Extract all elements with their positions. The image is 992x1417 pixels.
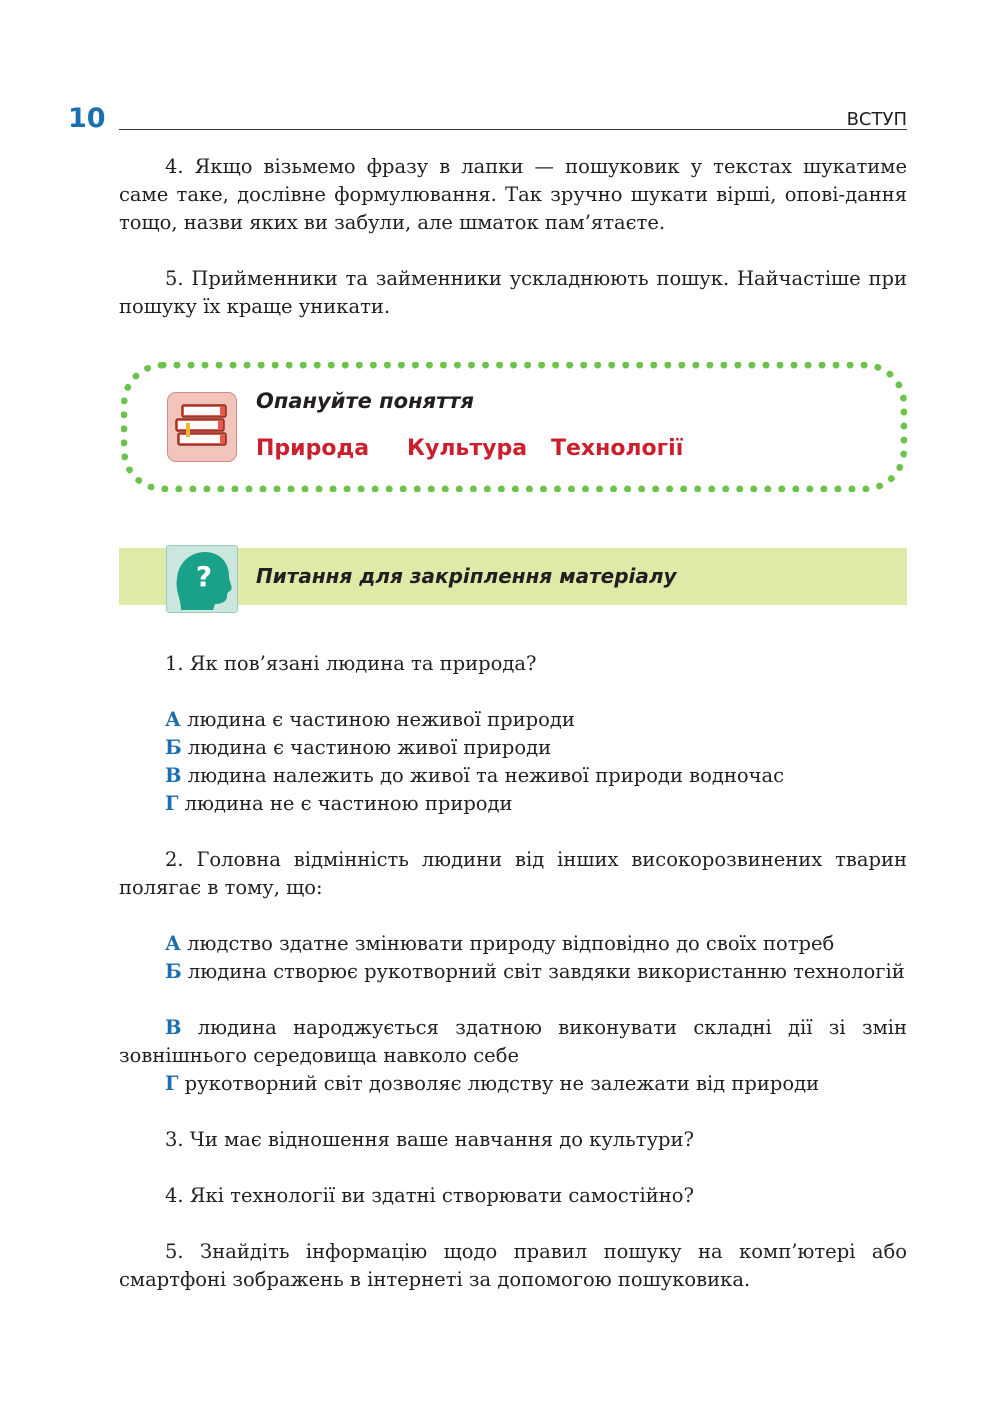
header-rule [119,129,907,130]
q1-option-d: Г людина не є частиною природи [165,792,513,815]
question-4: 4. Які технології ви здатні створювати самостійно? [165,1184,694,1207]
question-head-icon [166,545,238,613]
q2-option-a: А людство здатне змінювати природу відповідно до своїх потреб [165,932,835,955]
q2-option-c: В людина народжується здатною виконувати складні дії зі змін зовнішнього середовища навколо себе [119,1016,907,1067]
q1-option-a: А людина є частиною неживої природи [165,708,575,731]
paragraph-4: 4. Якщо візьмемо фразу в лапки — пошуковик у текстах шукатиме саме таке, дослівне формулювання. Так зручно шукати вірші, опові-дання тощо, назви яких ви забули, але шматок пам’ятаєте. [119,155,907,234]
q1-option-b: Б людина є частиною живої природи [165,736,552,759]
svg-text:?: ? [195,560,213,593]
concepts-box [121,362,907,492]
q2-option-d: Г рукотворний світ дозволяє людству не залежати від природи [165,1072,820,1095]
question-3: 3. Чи має відношення ваше навчання до культури? [165,1128,694,1151]
question-2: 2. Головна відмінність людини від інших високорозвинених тварин полягає в тому, що: [119,848,907,899]
section-label: ВСТУП [846,109,907,130]
book-stack-icon [167,392,237,462]
concept-technology: Технології [551,436,684,461]
concept-culture: Культура [407,436,528,461]
paragraph-5: 5. Прийменники та займенники ускладнюють пошук. Найчастіше при пошуку їх краще уникати. [119,267,907,318]
page-number: 10 [68,103,106,134]
concept-nature: Природа [256,436,370,461]
concepts-title: Опануйте поняття [256,389,474,413]
question-1: 1. Як пов’язані людина та природа? [165,652,537,675]
questions-title: Питання для закріплення матеріалу [256,564,677,588]
q1-option-c: В людина належить до живої та неживої природи водночас [165,764,785,787]
q2-option-b: Б людина створює рукотворний світ завдяки використанню технологій [165,960,905,983]
question-5: 5. Знайдіть інформацію щодо правил пошуку на комп’ютері або смартфоні зображень в інтернеті за допомогою пошуковика. [119,1240,907,1291]
